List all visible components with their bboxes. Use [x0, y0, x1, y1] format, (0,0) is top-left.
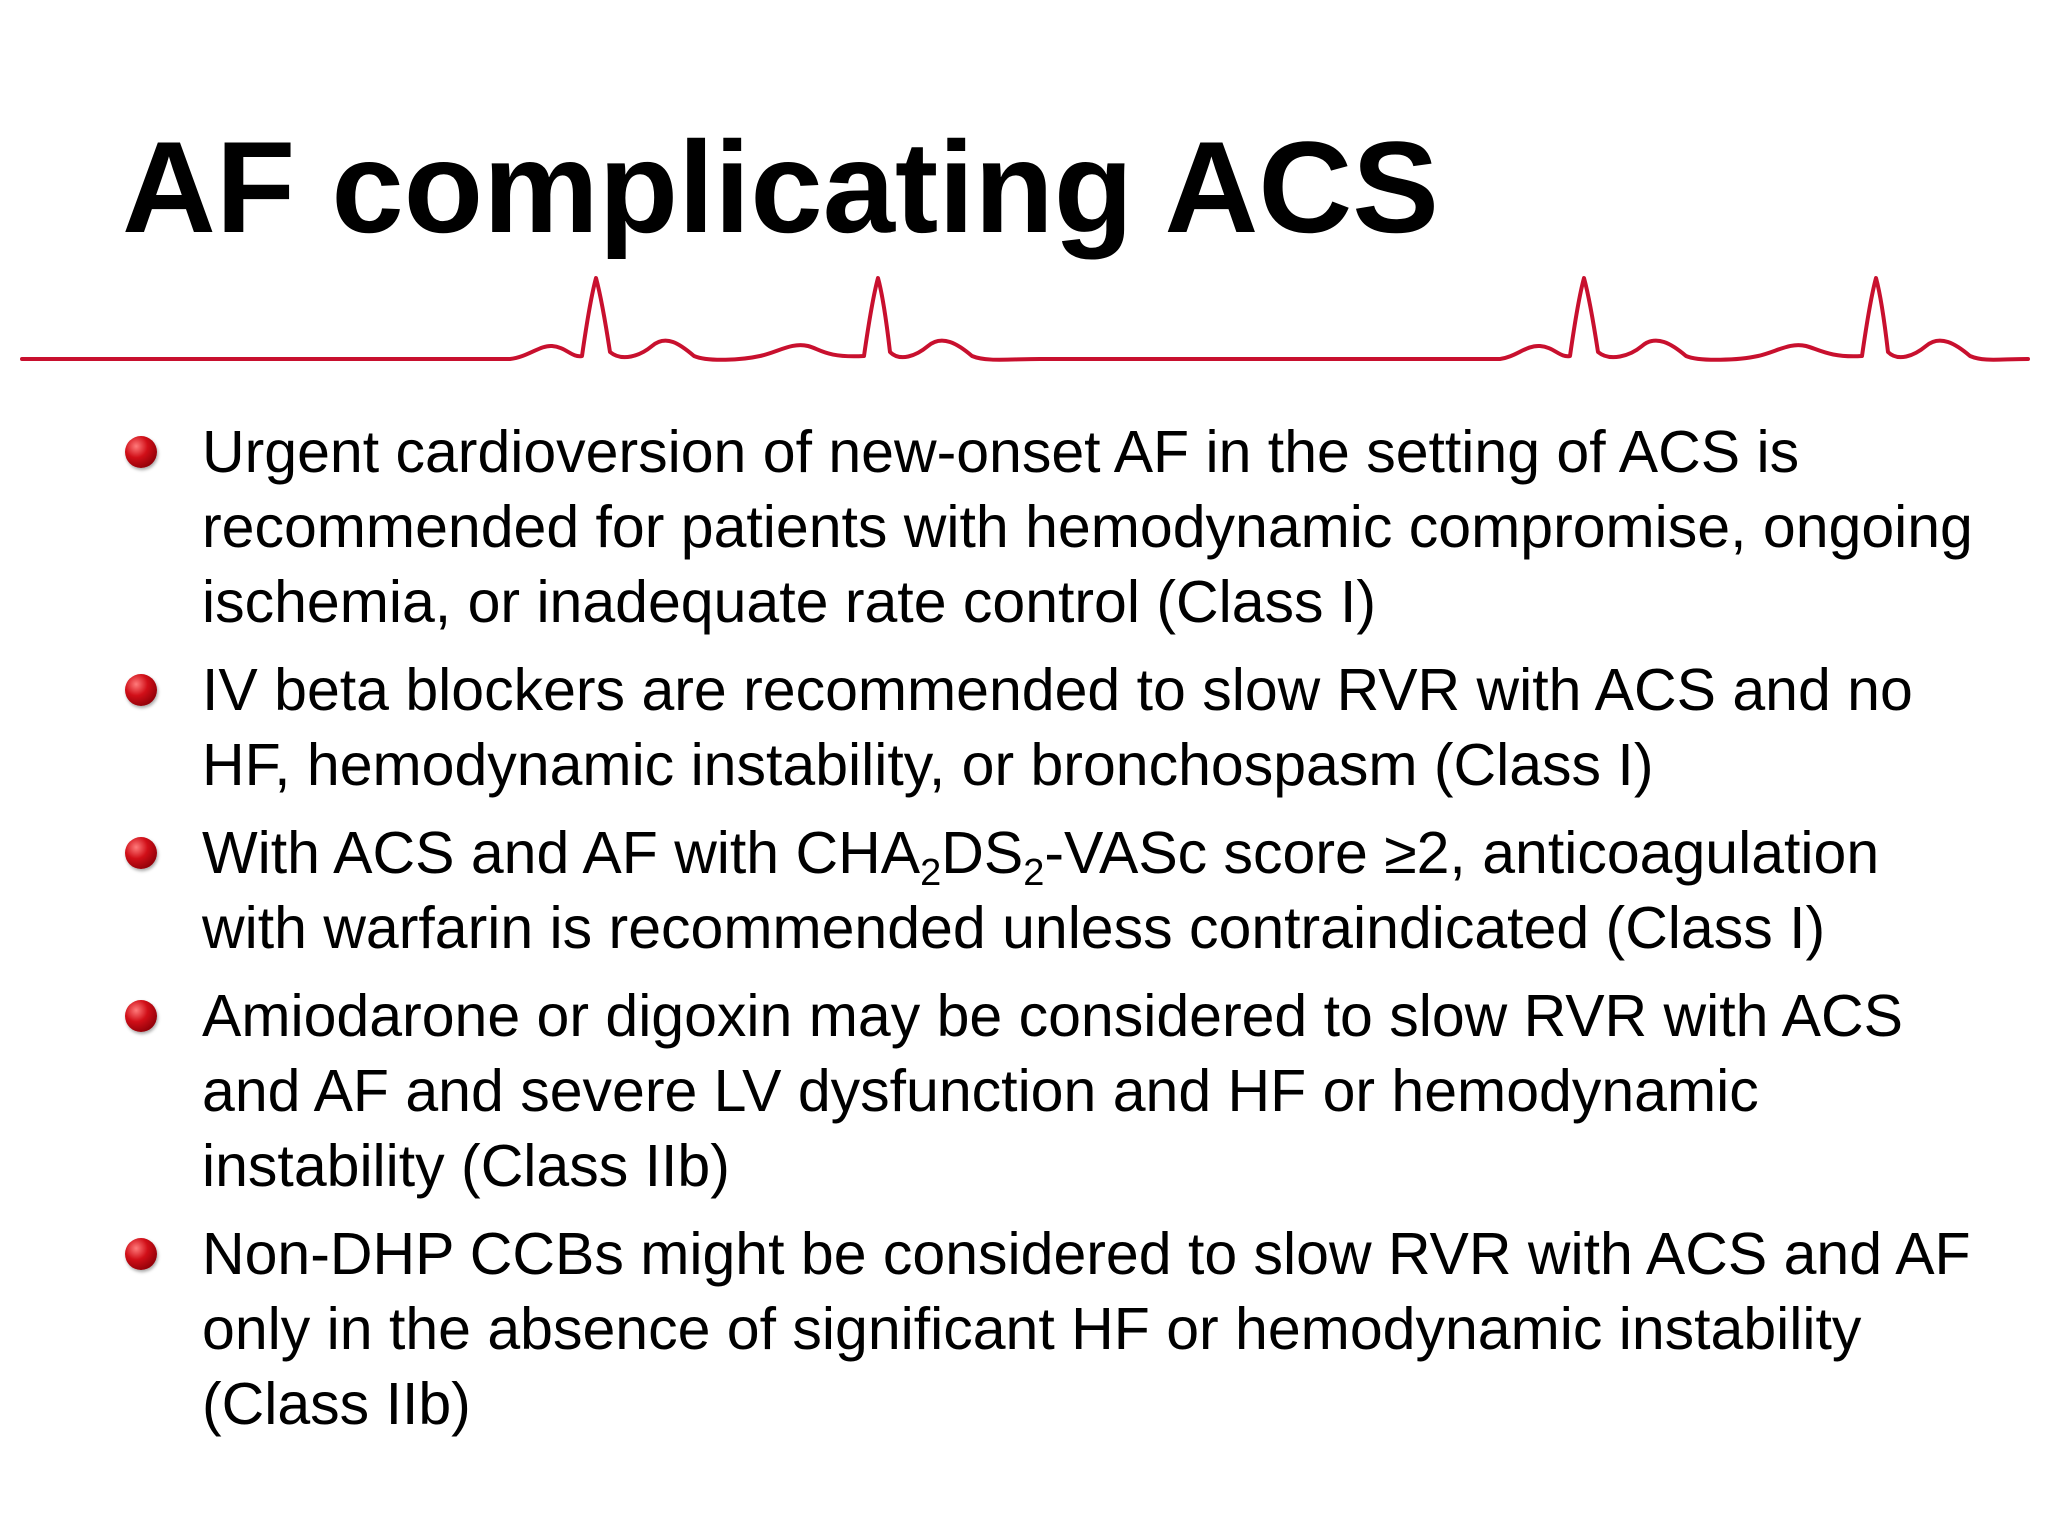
bullet-text: [202, 820, 1879, 961]
red-sphere-bullet-icon: [125, 1238, 157, 1270]
red-sphere-bullet-icon: [125, 436, 157, 468]
subscript: 2: [920, 852, 942, 894]
slide-title: AF complicating ACS: [122, 114, 1439, 260]
bullet-text: IV beta blockers are recommended to slow RVR with ACS and no HF, hemodynamic instability, or bronchospasm (Class I): [202, 657, 1913, 798]
bullet-item: [125, 1217, 1975, 1442]
red-sphere-bullet-icon: [125, 1000, 157, 1032]
bullet-text-prefix: With ACS and AF with CHA: [202, 820, 921, 886]
bullet-text: Urgent cardioversion of new-onset AF in the setting of ACS is recommended for patients with hemodynamic compromise, ongoing ischemia, or inadequate rate control (Class I): [202, 419, 1973, 635]
bullet-item: [125, 653, 1975, 803]
bullet-text-suffix: -VASc score ≥2, anticoagulation with warfarin is recommended unless contraindicated (Class I): [202, 820, 1880, 961]
subscript: 2: [1023, 852, 1045, 894]
red-sphere-bullet-icon: [125, 674, 157, 706]
bullet-item: [125, 979, 1975, 1204]
red-sphere-bullet-icon: [125, 837, 157, 869]
bullet-item: [125, 816, 1975, 966]
bullet-item: [125, 415, 1975, 640]
bullet-list: [125, 415, 1975, 1455]
bullet-text: Non-DHP CCBs might be considered to slow RVR with ACS and AF only in the absence of significant HF or hemodynamic instability (Class IIb): [202, 1221, 1971, 1437]
bullet-text: Amiodarone or digoxin may be considered to slow RVR with ACS and AF and severe LV dysfunction and HF or hemodynamic instability (Class IIb): [202, 983, 1903, 1199]
bullet-text-mid: DS: [941, 820, 1024, 886]
